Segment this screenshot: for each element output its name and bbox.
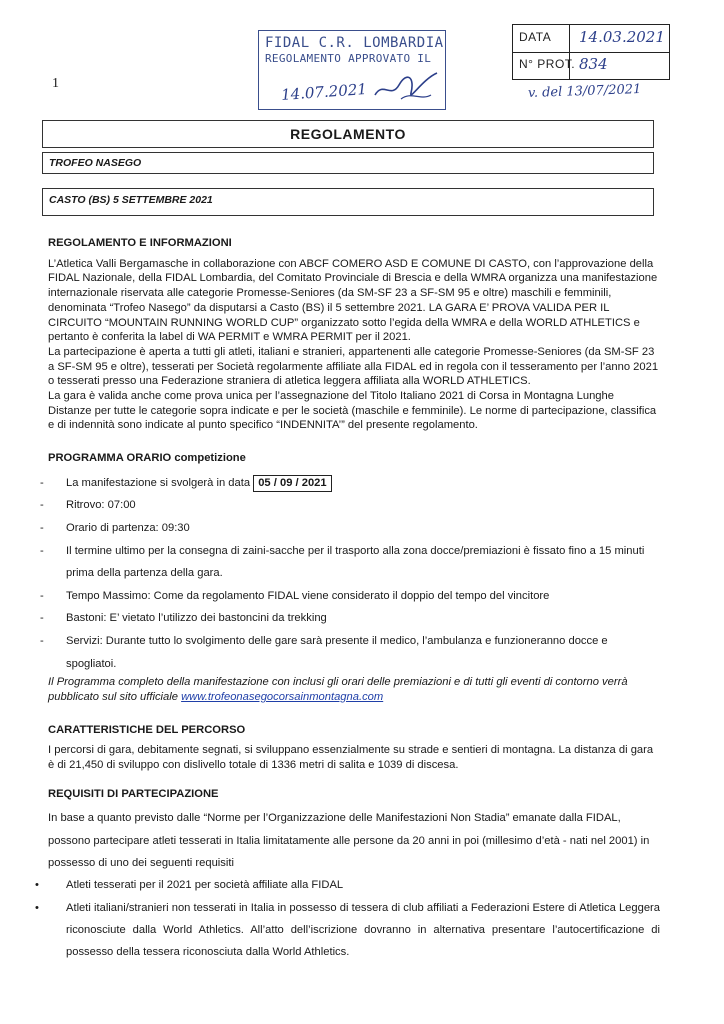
prot-label: N° PROT. xyxy=(519,57,576,71)
program-note: Il Programma completo della manifestazione con inclusi gli orari delle premiazioni e di tutti gli eventi di contorno verrà pubblicato sul sito ufficiale www.trofeonasegocorsainmontagna.com xyxy=(48,676,628,703)
date-label: DATA xyxy=(519,30,552,44)
section-requisiti xyxy=(35,787,660,964)
list-item: - Orario di partenza: 09:30 xyxy=(40,522,190,535)
list-item: • Atleti tesserati per il 2021 per società affiliate alla FIDAL xyxy=(35,879,344,892)
event-name-box xyxy=(42,152,654,174)
list-item: - Tempo Massimo: Come da regolamento FIDAL viene considerato il doppio del tempo del vincitore xyxy=(40,589,550,602)
list-item: - Ritrovo: 07:00 xyxy=(40,499,136,512)
prot-value: 834 xyxy=(579,55,608,73)
version-note: v. del 13/07/2021 xyxy=(527,82,642,101)
official-site-link[interactable]: www.trofeonasegocorsainmontagna.com xyxy=(181,690,384,703)
event-date-box: 05 / 09 / 2021 xyxy=(253,475,331,492)
section-heading-programma: PROGRAMMA ORARIO competizione xyxy=(48,452,246,465)
page-mark: 1 xyxy=(52,76,59,91)
date-row xyxy=(513,25,669,53)
paragraph: La gara è valida anche come prova unica per l’assegnazione del Titolo Italiano 2021 di Corsa in Montagna Lunghe Distanze per tutte le categorie sopra indicate e per le società (maschile e femminile). Le norme di partecipazione, classifica e di indennità sono indicate al punto specifico “INDENNITA’” del presente regolamento. xyxy=(48,390,657,432)
protocol-box xyxy=(512,24,670,80)
stamp-line-1: FIDAL C.R. LOMBARDIA xyxy=(265,35,444,51)
event-place-date: CASTO (BS) 5 SETTEMBRE 2021 xyxy=(49,194,213,206)
approval-stamp xyxy=(258,30,446,110)
section-percorso xyxy=(48,723,660,773)
stamp-handwritten-date: 14.07.2021 xyxy=(280,80,368,104)
paragraph: L’Atletica Valli Bergamasche in collaborazione con ABCF COMERO ASD E COMUNE DI CASTO, con l’approvazione della FIDAL Nazionale, della FIDAL Lombardia, del Comitato Provinciale di Brescia e della WMRA organizza una manifestazione internazionale riservata alle categorie Promesse-Seniores (da SM-SF 23 a SF-SM 95 e oltre) maschili e femminili, denominata “Trofeo Nasego” da disputarsi a Casto (BS) il 5 settembre 2021. LA GARA E’ PROVA VALIDA PER IL CIRCUITO “MOUNTAIN RUNNING WORLD CUP” organizzato sotto l’egida della WMRA e della WORLD ATHLETICS e pertanto è conferita la label di WA PERMIT e WMRA PERMIT per il 2021. xyxy=(48,257,658,344)
event-name: TROFEO NASEGO xyxy=(49,157,142,169)
programma-list xyxy=(40,472,660,675)
list-item: - Il termine ultimo per la consegna di zaini-sacche per il trasporto alla zona docce/premiazioni è fissato fino a 15 minuti prima della partenza della gara. xyxy=(40,544,645,580)
document-body xyxy=(35,236,660,963)
section-heading-requisiti: REQUISITI DI PARTECIPAZIONE xyxy=(48,787,219,800)
page-title: REGOLAMENTO xyxy=(290,126,406,142)
section-programma xyxy=(40,451,660,704)
section-heading-percorso: CARATTERISTICHE DEL PERCORSO xyxy=(48,723,246,736)
list-item: - Bastoni: E’ vietato l’utilizzo dei bastoncini da trekking xyxy=(40,612,327,625)
paragraph: La partecipazione è aperta a tutti gli atleti, italiani e stranieri, appartenenti alle categorie Promesse-Seniores (da SM-SF 23 a SF-SM 95 e oltre), tesserati per Società regolarmente affiliate alla FIDAL ed in regola con il tesseramento per l’anno 2021 o tesserati presso una Federazione straniera di atletica leggera affiliata alla WORLD ATHLETICS. xyxy=(48,345,659,388)
paragraph: In base a quanto previsto dalle “Norme per l’Organizzazione delle Manifestazioni Non Stadia” emanate dalla FIDAL, possono partecipare atleti tesserati in Italia limitatamente alle persone da 20 anni in poi (millesimo d’età - nati nel 2001) in possesso di uno dei seguenti requisiti xyxy=(48,812,650,869)
section-heading-regolamento: REGOLAMENTO E INFORMAZIONI xyxy=(48,237,232,249)
list-item: • Atleti italiani/stranieri non tesserati in Italia in possesso di tessera di club affiliati a Federazioni Estere di Atletica Leggera riconosciute dalla World Athletics. All’atto dell’iscrizione dovranno in alternativa presentare l’autocertificazione di possesso della tessera riconosciuta dalla World Athletics. xyxy=(35,901,660,959)
requisiti-list xyxy=(35,874,660,963)
paragraph: I percorsi di gara, debitamente segnati, si sviluppano essenzialmente su strade e sentieri di montagna. La distanza di gara è di 21,450 di sviluppo con dislivello totale di 1336 metri di salita e 1039 di discesa. xyxy=(48,744,654,771)
title-box xyxy=(42,120,654,148)
signature-icon xyxy=(371,71,441,105)
list-item: - La manifestazione si svolgerà in data 05 / 09 / 2021 xyxy=(48,472,660,495)
list-item: - Servizi: Durante tutto lo svolgimento delle gare sarà presente il medico, l’ambulanza e funzioneranno docce e spogliatoi. xyxy=(40,635,608,670)
prot-row xyxy=(513,52,669,79)
event-place-box xyxy=(42,188,654,216)
date-value: 14.03.2021 xyxy=(579,28,665,46)
stamp-line-2: REGOLAMENTO APPROVATO IL xyxy=(265,52,432,65)
